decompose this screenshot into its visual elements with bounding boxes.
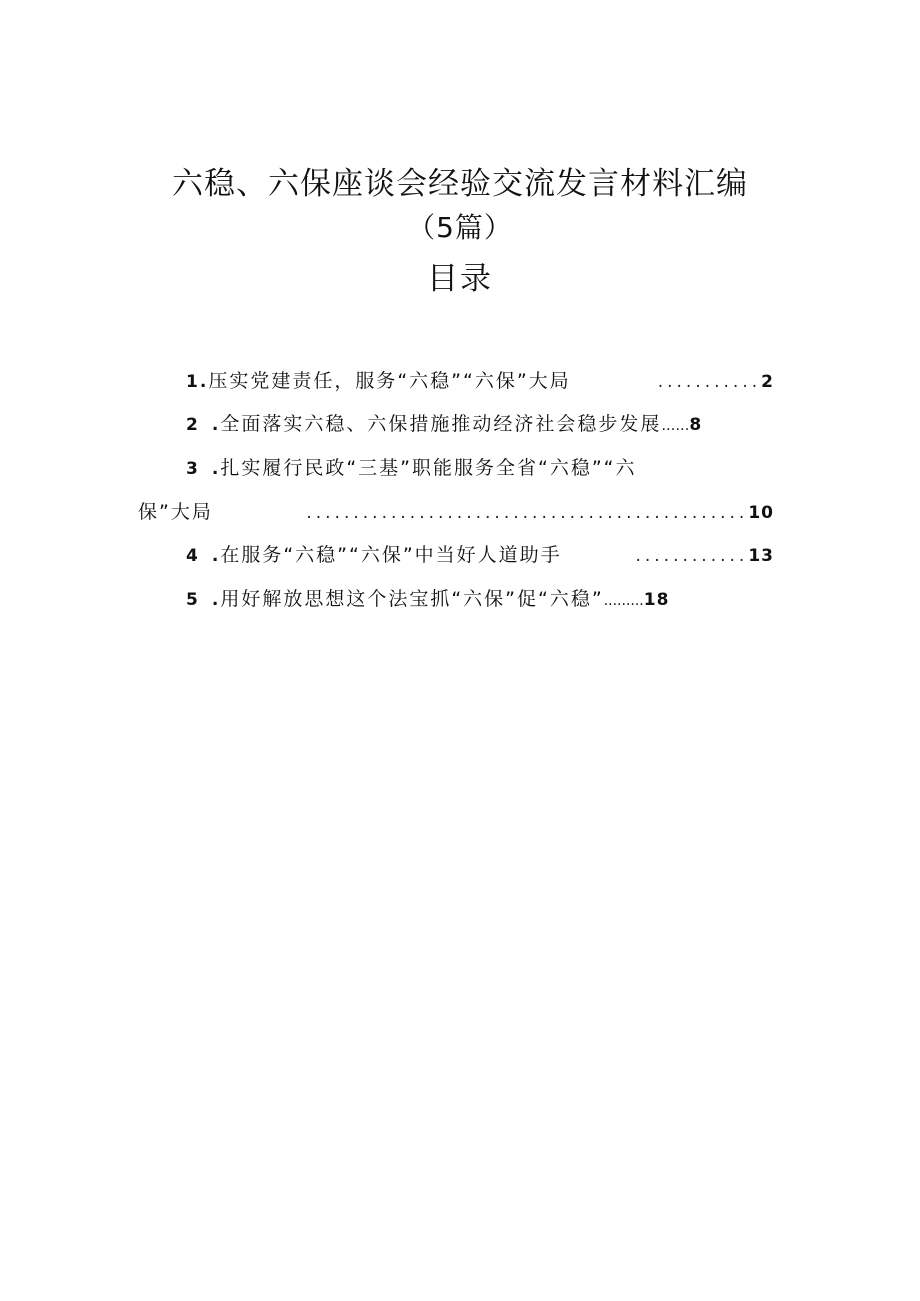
toc-leader-dots: .........: [603, 593, 644, 609]
toc-entry-title: 压实党建责任，服务“六稳”“六保”大局: [208, 370, 571, 392]
document-subtitle-count: （5篇）: [407, 211, 513, 244]
toc-entry-separator: .: [211, 415, 221, 435]
toc-entry-number: 5: [186, 590, 200, 610]
toc-entry-number: 1: [186, 372, 200, 392]
toc-entry-title: 扎实履行民政“三基”职能服务全省“六稳”“六: [220, 457, 637, 479]
document-title: 六稳、六保座谈会经验交流发言材料汇编: [172, 166, 748, 202]
toc-entry-5[interactable]: [186, 584, 669, 614]
toc-leader-dots: ……: [661, 418, 690, 434]
toc-entry-number: 3: [186, 459, 200, 479]
toc-entry-separator: .: [199, 372, 209, 392]
toc-entry-1[interactable]: [186, 366, 774, 396]
toc-entry-2[interactable]: [186, 409, 702, 439]
toc-entry-separator: .: [211, 590, 221, 610]
toc-entry-number: 2: [186, 415, 200, 435]
toc-entry-page: 10: [748, 503, 774, 523]
toc-entry-title-continued: 保”大局: [138, 501, 213, 523]
toc-entry-3[interactable]: [186, 453, 637, 483]
toc-leader-dots: ............: [635, 546, 749, 566]
toc-entry-title: 在服务“六稳”“六保”中当好人道助手: [220, 544, 562, 566]
toc-entry-page: 2: [761, 372, 774, 392]
toc-entry-page: 13: [748, 546, 774, 566]
toc-entry-title: 用好解放思想这个法宝抓“六保”促“六稳”: [220, 588, 604, 610]
toc-leader-dots: ...............................................: [306, 503, 749, 523]
toc-heading: 目录: [427, 261, 493, 297]
toc-entry-separator: .: [211, 459, 221, 479]
toc-entry-page: 18: [643, 590, 670, 610]
toc-entry-4[interactable]: [186, 540, 774, 570]
toc-entry-title: 全面落实六稳、六保措施推动经济社会稳步发展: [220, 413, 662, 435]
toc-entry-3-continued[interactable]: [138, 497, 774, 527]
toc-entry-separator: .: [211, 546, 221, 566]
toc-entry-page: 8: [689, 415, 703, 435]
toc-entry-number: 4: [186, 546, 200, 566]
toc-leader-dots: ...........: [657, 372, 762, 392]
